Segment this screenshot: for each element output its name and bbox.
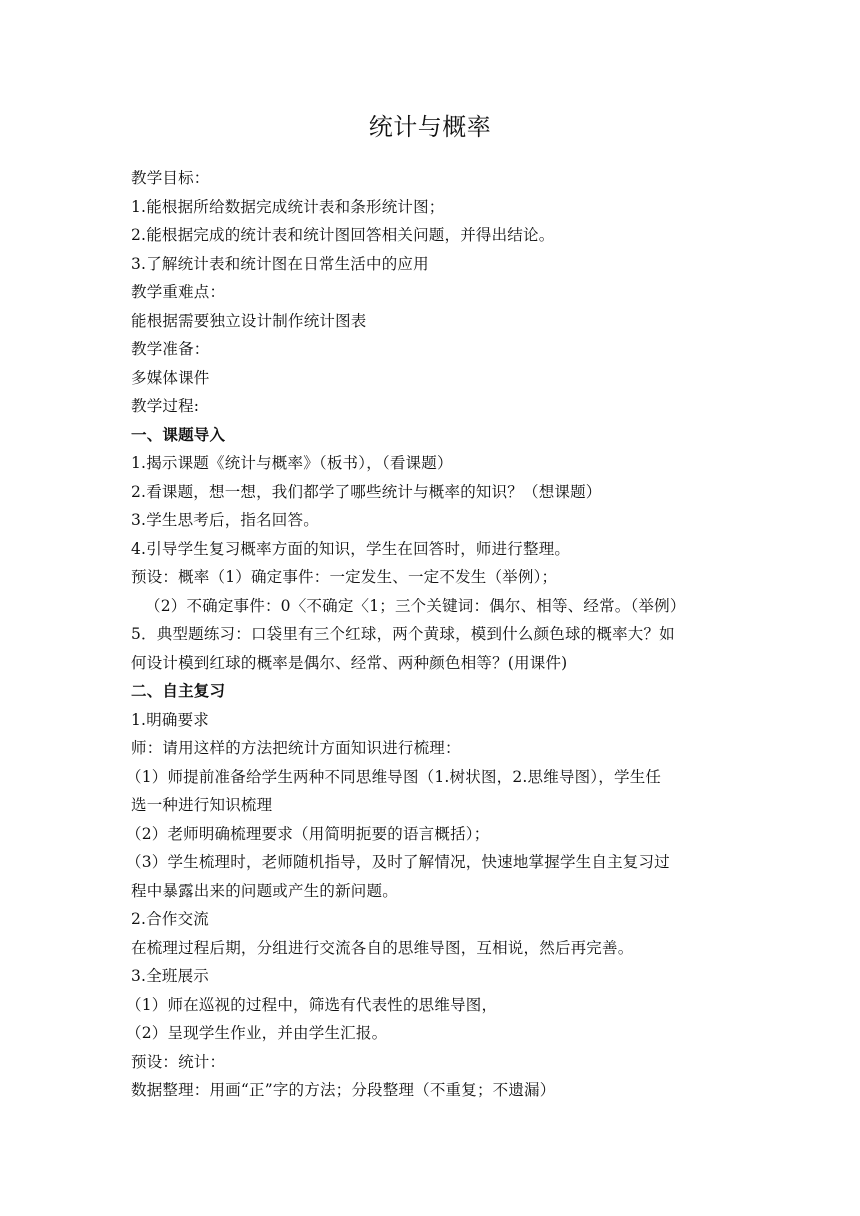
text-line: 师：请用这样的方法把统计方面知识进行梳理： <box>131 739 461 757</box>
text-line: 教学过程: <box>131 397 200 415</box>
text-line: 1.揭示课题《统计与概率》（板书），（看课题） <box>131 454 453 472</box>
text-line: 2.看课题，想一想，我们都学了哪些统计与概率的知识？（想课题） <box>131 482 602 501</box>
text-line: 多媒体课件 <box>131 368 210 387</box>
page-title: 统计与概率 <box>368 113 492 141</box>
text-line: 教学重难点： <box>131 283 226 301</box>
text-line: （1）师在巡视的过程中，筛选有代表性的思维导图， <box>126 995 498 1014</box>
text-line: （2）老师明确梳理要求（用简明扼要的语言概括）； <box>126 824 490 843</box>
text-line: （2）不确定事件：0〈不确定〈1；三个关键词：偶尔、相等、经常。（举例） <box>145 596 686 615</box>
text-line: 1.明确要求 <box>131 710 209 729</box>
text-line: 3.学生思考后，指名回答。 <box>131 511 319 529</box>
text-line: 教学准备： <box>131 340 210 358</box>
text-line: （1）师提前准备给学生两种不同思维导图（1.树状图，2.思维导图），学生任 <box>126 767 662 786</box>
text-line: 2.合作交流 <box>131 910 209 928</box>
text-line: （2）呈现学生作业，并由学生汇报。 <box>126 1024 388 1042</box>
text-line: 在梳理过程后期，分组进行交流各自的思维导图，互相说，然后再完善。 <box>131 938 634 957</box>
text-line: 程中暴露出来的问题或产生的新问题。 <box>131 881 398 900</box>
text-line: 数据整理：用画“正”字的方法；分段整理（不重复；不遗漏） <box>131 1081 556 1099</box>
text-line: 预设：概率（1）确定事件：一定发生、一定不发生（举例）； <box>131 568 558 586</box>
section-heading: 二、自主复习 <box>131 682 226 700</box>
text-line: 选一种进行知识梳理 <box>131 796 273 814</box>
text-line: 1.能根据所给数据完成统计表和条形统计图； <box>131 197 445 216</box>
text-line: 教学目标： <box>131 169 210 187</box>
text-line: 5．典型题练习：口袋里有三个红球，两个黄球，模到什么颜色球的概率大？如 <box>131 625 675 643</box>
document-body <box>126 164 741 1105</box>
text-line: 3.了解统计表和统计图在日常生活中的应用 <box>131 254 429 273</box>
text-line: 何设计模到红球的概率是偶尔、经常、两种颜色相等？(用课件) <box>131 653 568 672</box>
text-line: 3.全班展示 <box>131 967 209 985</box>
section-heading: 一、课题导入 <box>131 425 226 444</box>
text-line: （3）学生梳理时，老师随机指导，及时了解情况，快速地掌握学生自主复习过 <box>126 853 670 871</box>
text-line: 4.引导学生复习概率方面的知识，学生在回答时，师进行整理。 <box>131 539 571 558</box>
text-line: 预设：统计： <box>131 1052 226 1071</box>
text-line: 2.能根据完成的统计表和统计图回答相关问题，并得出结论。 <box>131 226 555 244</box>
text-line: 能根据需要独立设计制作统计图表 <box>131 311 367 330</box>
